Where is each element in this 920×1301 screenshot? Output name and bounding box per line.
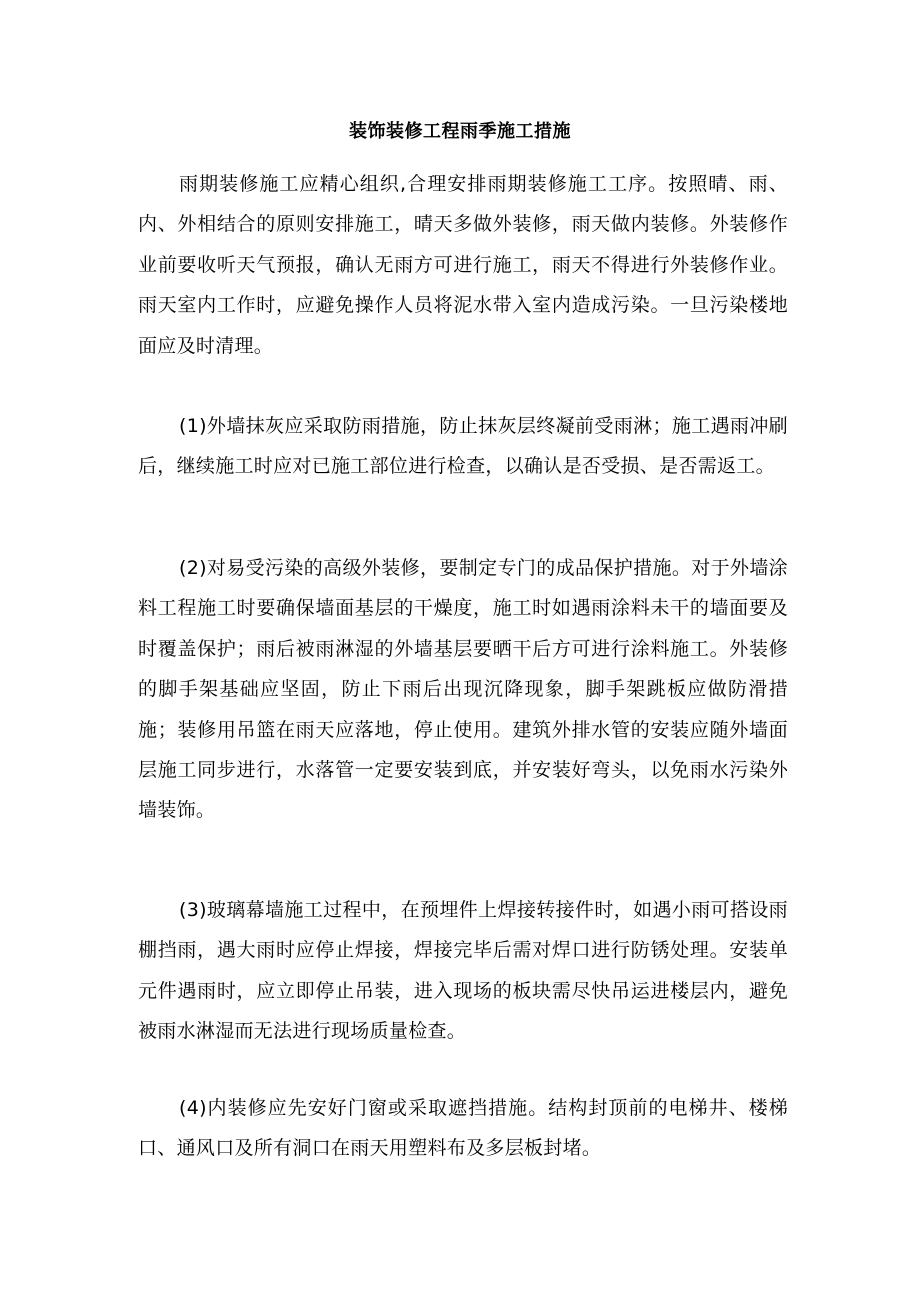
paragraph-item-1: (1)外墙抹灰应采取防雨措施，防止抹灰层终凝前受雨淋；施工遇雨冲刷后，继续施工时应对已施工部位进行检查，以确认是否受损、是否需返工。 xyxy=(138,415,788,478)
paragraph-intro: 雨期装修施工应精心组织,合理安排雨期装修施工工序。按照晴、雨、内、外相结合的原则安排施工，晴天多做外装修，雨天做内装修。外装修作业前要收听天气预报，确认无雨方可进行施工，雨天不得进行外装修作业。雨天室内工作时，应避免操作人员将泥水带入室内造成污染。一旦污染楼地面应及时清理。 xyxy=(138,173,788,357)
paragraph-item-2: (2)对易受污染的高级外装修，要制定专门的成品保护措施。对于外墙涂料工程施工时要确保墙面基层的干燥度，施工时如遇雨涂料未干的墙面要及时覆盖保护；雨后被雨淋湿的外墙基层要晒干后方可进行涂料施工。外装修的脚手架基础应坚固，防止下雨后出现沉降现象，脚手架跳板应做防滑措施；装修用吊篮在雨天应落地，停止使用。建筑外排水管的安装应随外墙面层施工同步进行，水落管一定要安装到底，并安装好弯头，以免雨水污染外墙装饰。 xyxy=(138,557,788,822)
paragraph-item-4: (4)内装修应先安好门窗或采取遮挡措施。结构封顶前的电梯井、楼梯口、通风口及所有洞口在雨天用塑料布及多层板封堵。 xyxy=(138,1097,788,1160)
document-title: 装饰装修工程雨季施工措施 xyxy=(349,121,571,142)
paragraph-item-3: (3)玻璃幕墙施工过程中，在预埋件上焊接转接件时，如遇小雨可搭设雨棚挡雨，遇大雨时应停止焊接，焊接完毕后需对焊口进行防锈处理。安装单元件遇雨时，应立即停止吊装，进入现场的板块需尽快吊运进楼层内，避免被雨水淋湿而无法进行现场质量检查。 xyxy=(138,899,788,1043)
